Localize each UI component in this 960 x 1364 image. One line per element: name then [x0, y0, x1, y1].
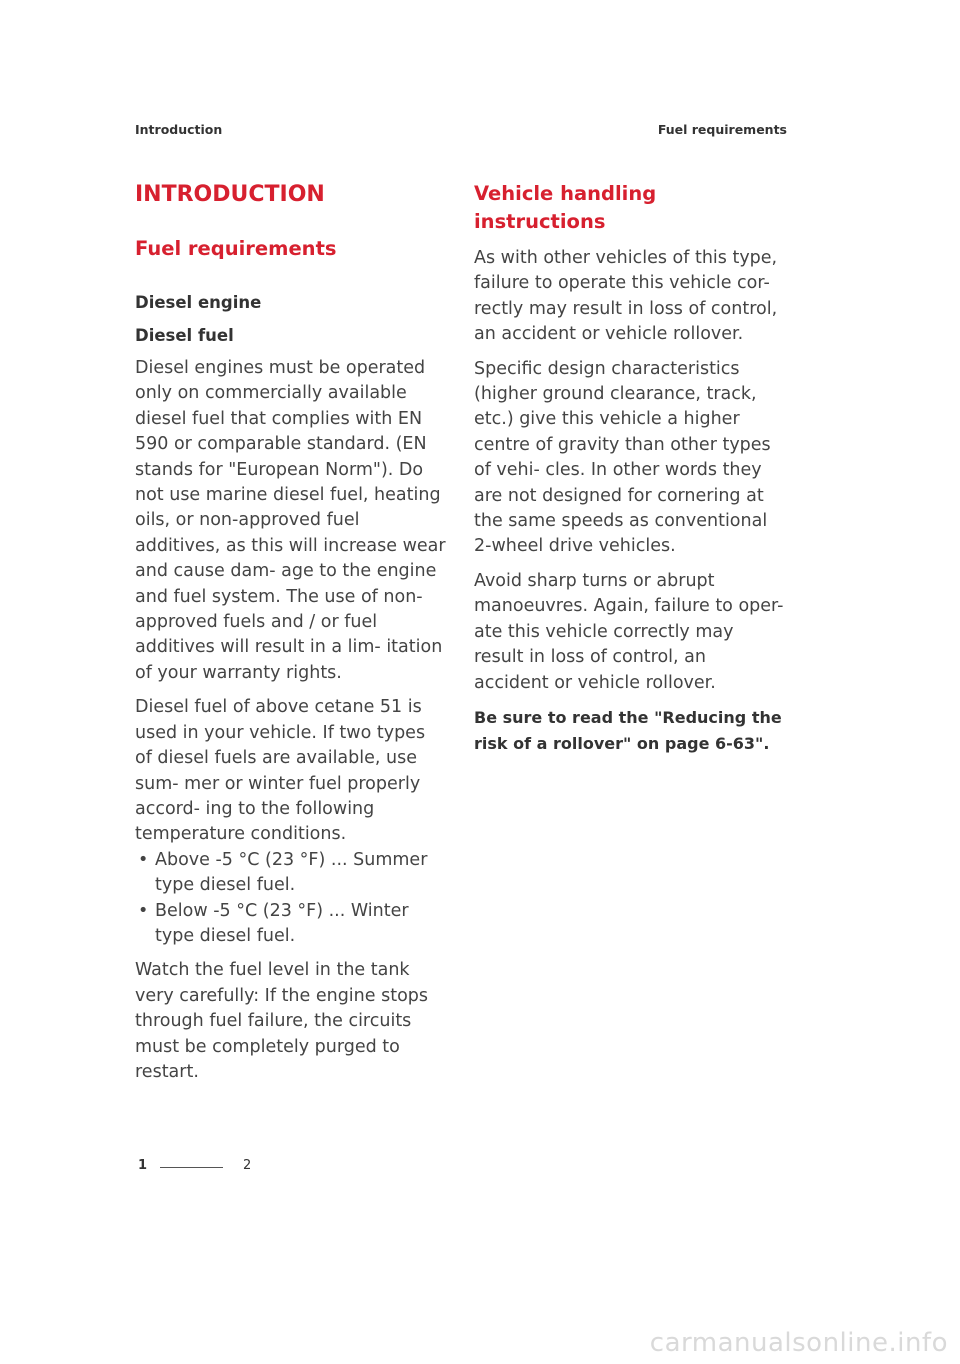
running-header-chapter: Introduction: [135, 122, 223, 137]
left-column: [135, 180, 447, 1094]
footer-divider: [160, 1167, 223, 1168]
footer-page-number: 2: [243, 1158, 252, 1173]
paragraph-handling-warning: As with other vehicles of this type, failure to operate this vehicle cor- rectly may result in loss of control, an accident or vehicle rollover.: [474, 248, 778, 345]
page-footer: [138, 1158, 253, 1178]
section-title-vehicle-handling: Vehicle handling instructions: [474, 182, 657, 233]
paragraph-cetane: Diesel fuel of above cetane 51 is used in your vehicle. If two types of diesel fuels are available, use sum- mer or winter fuel properly accord- ing to the following temperature conditions.: [135, 697, 426, 845]
section-title-fuel-requirements: Fuel requirements: [135, 237, 337, 260]
rollover-reference-note: Be sure to read the "Reducing the risk of a rollover" on page 6-63".: [474, 707, 782, 753]
site-watermark: carmanualsonline.info: [649, 1328, 948, 1358]
running-header-section: Fuel requirements: [657, 122, 787, 137]
list-item-text: Below -5 °C (23 °F) ... Winter type diesel fuel.: [155, 900, 409, 946]
right-column: [474, 180, 786, 766]
footer-chapter-number: 1: [138, 1158, 148, 1173]
paragraph-design-characteristics: Specific design characteristics (higher ground clearance, track, etc.) give this vehicle a higher centre of gravity than other types of vehi- cles. In other words they are not designed for cornering at the same speeds as conventional 2-wheel drive vehicles.: [474, 358, 771, 557]
chapter-title: INTRODUCTION: [135, 182, 325, 207]
list-item-text: Above -5 °C (23 °F) ... Summer type diesel fuel.: [155, 849, 428, 896]
subheading-diesel-engine: Diesel engine: [135, 293, 262, 312]
subheading-diesel-fuel: Diesel fuel: [135, 326, 234, 345]
temperature-bullet-list: [135, 848, 447, 950]
bullet-icon: •: [138, 849, 149, 870]
paragraph-avoid-sharp-turns: Avoid sharp turns or abrupt manoeuvres. Again, failure to oper- ate this vehicle correctly may result in loss of control, an accident or vehicle rollover.: [474, 570, 784, 693]
list-item: [135, 899, 447, 950]
bullet-icon: •: [138, 900, 149, 921]
paragraph-diesel-operation: Diesel engines must be operated only on commercially available diesel fuel that complies with EN 590 or comparable standard. (EN stands for "European Norm"). Do not use marine diesel fuel, heating oils, or non-approved fuel additives, as this will increase wear and cause dam- age to the engine and fuel system. The use of non-approved fuels and / or fuel additives will result in a lim- itation of your warranty rights.: [135, 358, 446, 683]
list-item: [135, 848, 447, 899]
paragraph-fuel-level: Watch the fuel level in the tank very carefully: If the engine stops through fuel failure, the circuits must be completely purged to restart.: [135, 960, 429, 1082]
